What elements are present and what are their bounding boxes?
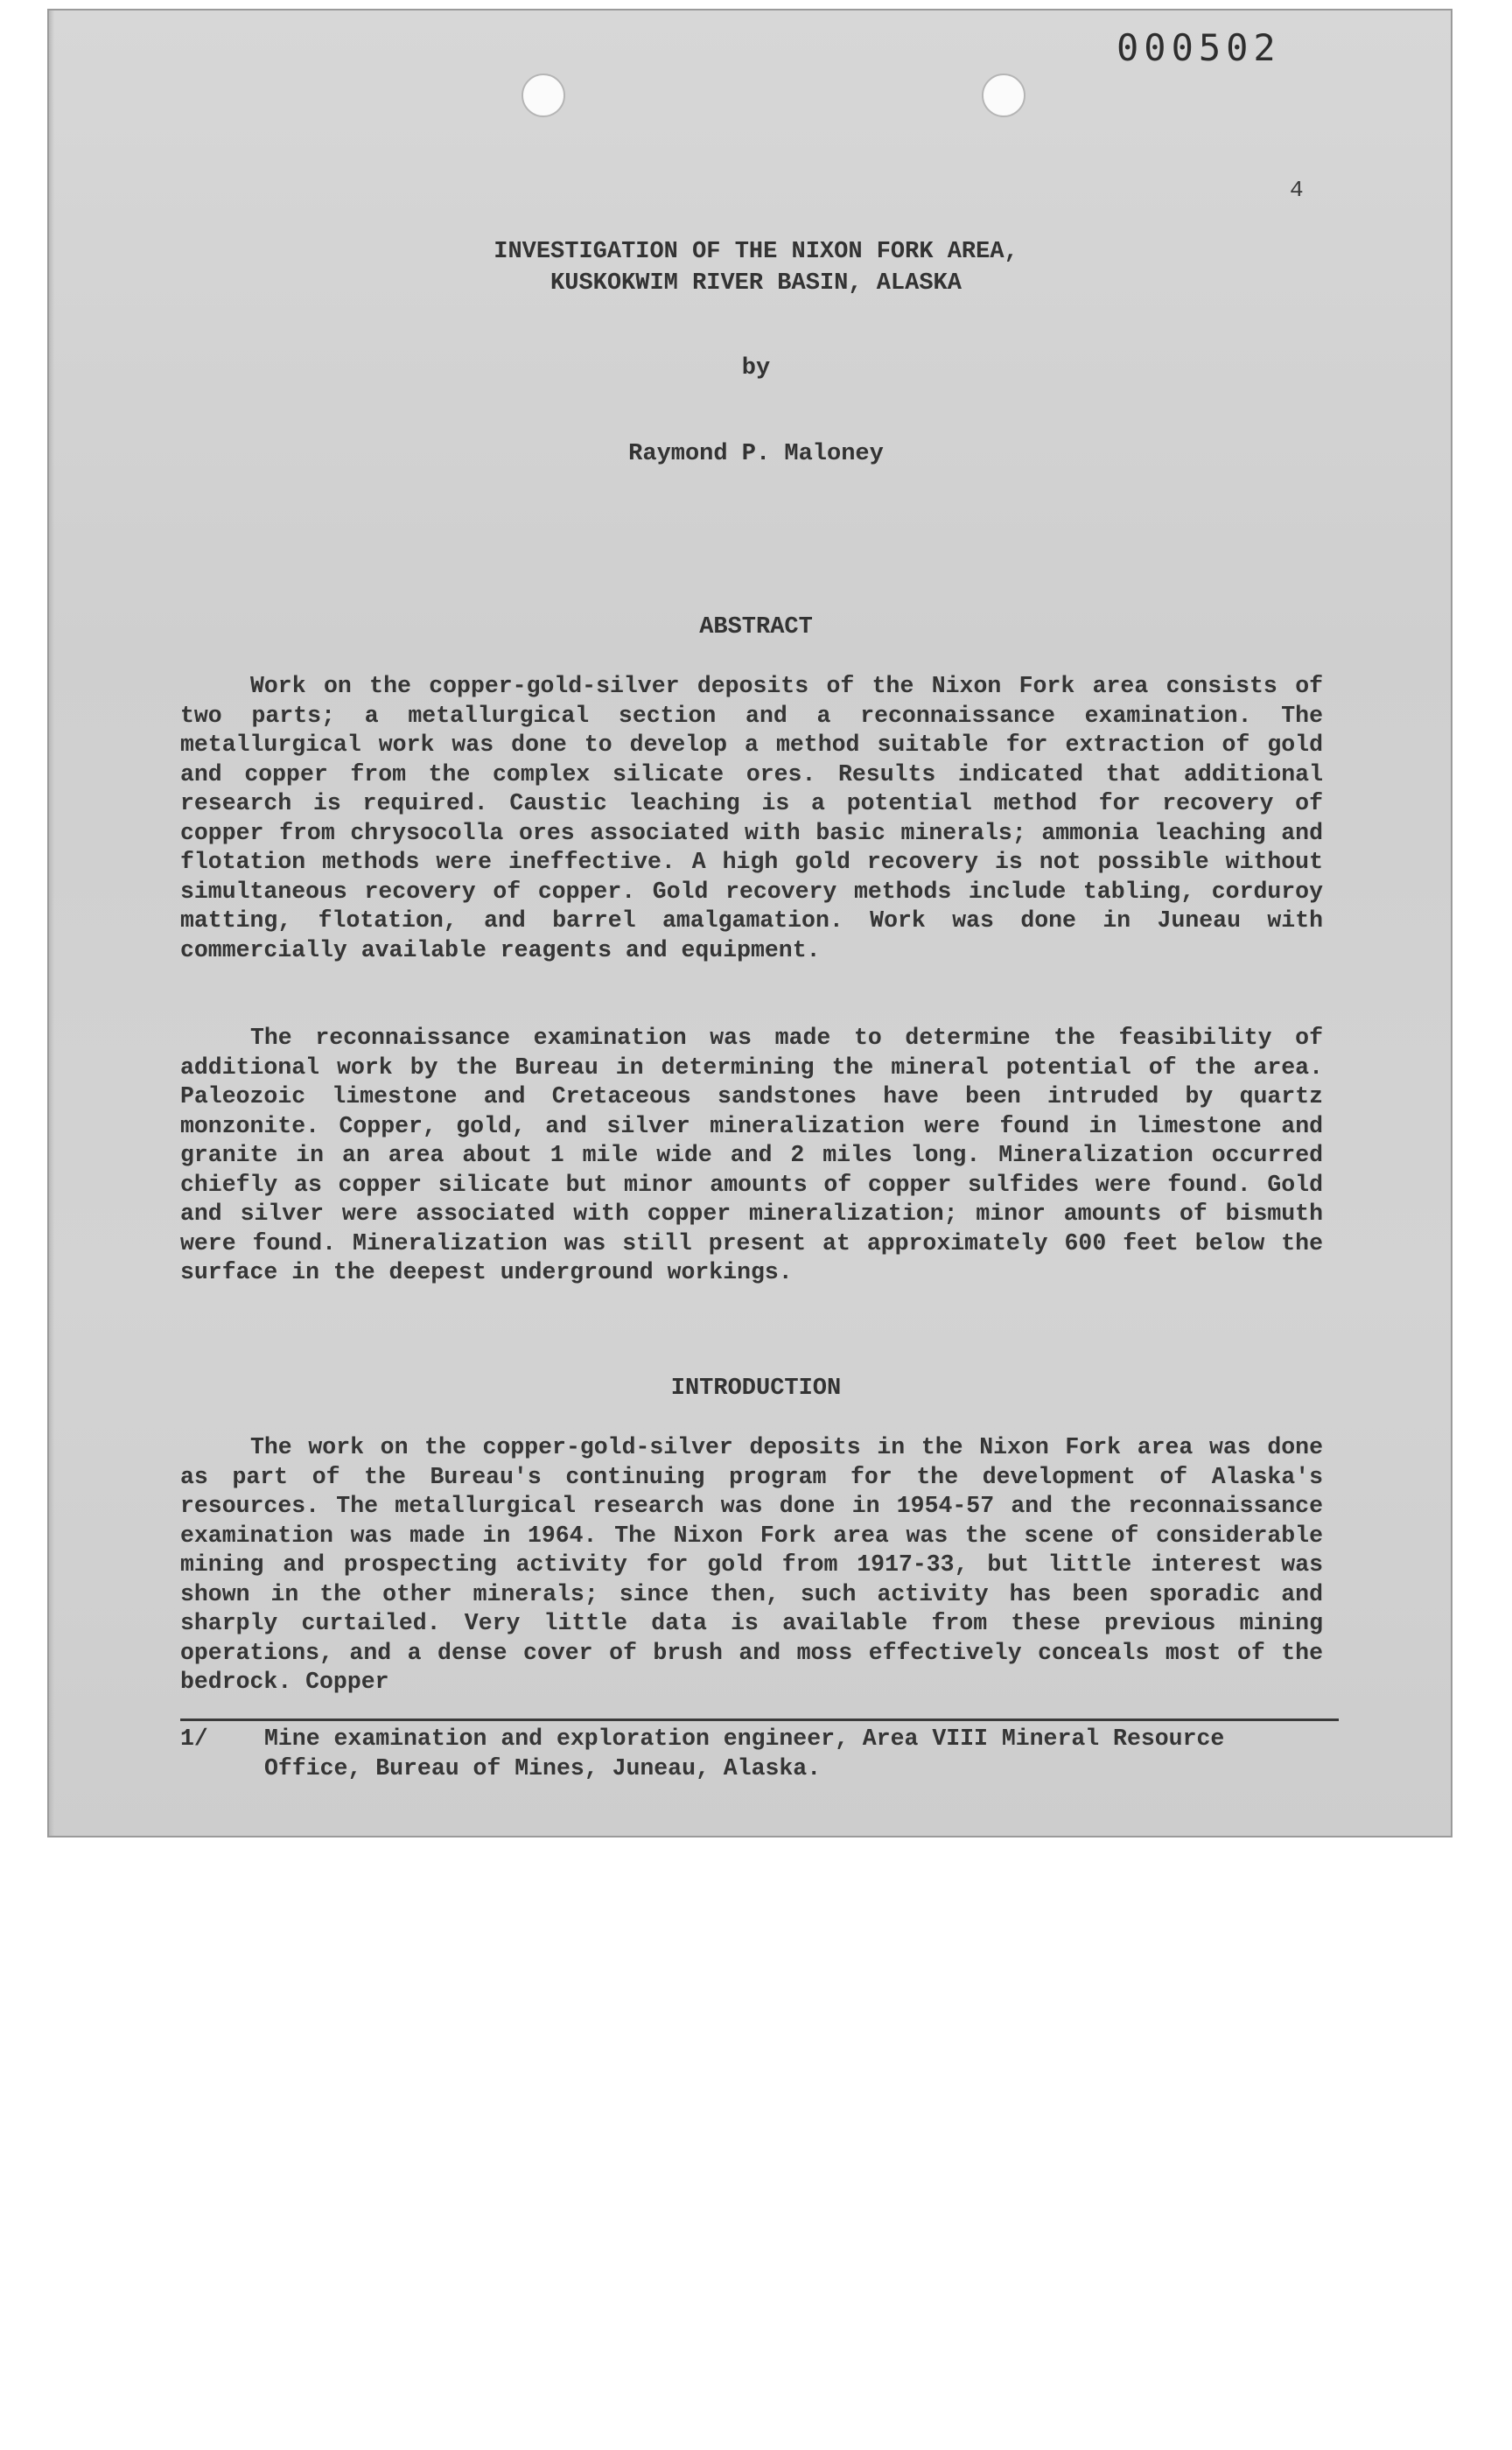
footnote-text: Mine examination and exploration engineer, Area VIII Mineral Resource Office, Bureau of Mines, Juneau, Alaska.	[264, 1726, 1225, 1782]
punch-hole-right	[982, 74, 1026, 117]
document-number: 000502	[1116, 26, 1281, 69]
abstract-paragraph-1: Work on the copper-gold-silver deposits of the Nixon Fork area consists of two parts; a metallurgical section and a reconnaissance examination. The metallurgical work was done to develop a method suitable for extraction of gold and copper from the complex silicate ores. Results indicated that additional research is required. Caustic leaching is a potential method for recovery of copper from chrysocolla ores associated with basic minerals; ammonia leaching and flotation methods were ineffective. A high gold recovery is not possible without simultaneous recovery of copper. Gold recovery methods include tabling, corduroy matting, flotation, and barrel amalgamation. Work was done in Juneau with commercially available reagents and equipment.	[180, 673, 1323, 963]
abstract-paragraph-2: The reconnaissance examination was made to determine the feasibility of additional work by the Bureau in determining the mineral potential of the area. Paleozoic limestone and Cretaceous sandstones have been intruded by quartz monzonite. Copper, gold, and silver mineralization were found in limestone and granite in an area about 1 mile wide and 2 miles long. Mineralization occurred chiefly as copper silicate but minor amounts of copper sulfides were found. Gold and silver were associated with copper mineralization; minor amounts of bismuth were found. Mineralization was still present at approximately 600 feet below the surface in the deepest underground workings.	[180, 1025, 1323, 1285]
document-title	[0, 236, 1512, 299]
footnote-mark: 1/	[180, 1726, 208, 1752]
author-name: Raymond P. Maloney	[628, 441, 884, 467]
page-number: 4	[1290, 177, 1304, 203]
abstract-heading: ABSTRACT	[699, 614, 813, 640]
footnote-rule	[180, 1718, 1339, 1721]
footnote	[180, 1724, 1344, 1783]
punch-hole-left	[522, 74, 565, 117]
byline: by	[741, 355, 771, 382]
introduction-heading: INTRODUCTION	[670, 1376, 842, 1402]
introduction-paragraph-1: The work on the copper-gold-silver deposits in the Nixon Fork area was done as part of the Bureau's continuing program for the development of Alaska's resources. The metallurgical research was done in 1954-57 and the reconnaissance examination was made in 1964. The Nixon Fork area was the scene of considerable mining and prospecting activity for gold from 1917-33, but little interest was shown in the other minerals; since then, such activity has been sporadic and sharply curtailed. Very little data is available from these previous mining operations, and a dense cover of brush and moss effectively conceals most of the bedrock. Copper	[180, 1434, 1323, 1695]
title-line-1: INVESTIGATION OF THE NIXON FORK AREA,	[494, 239, 1018, 265]
title-line-2: KUSKOKWIM RIVER BASIN, ALASKA	[550, 270, 962, 297]
